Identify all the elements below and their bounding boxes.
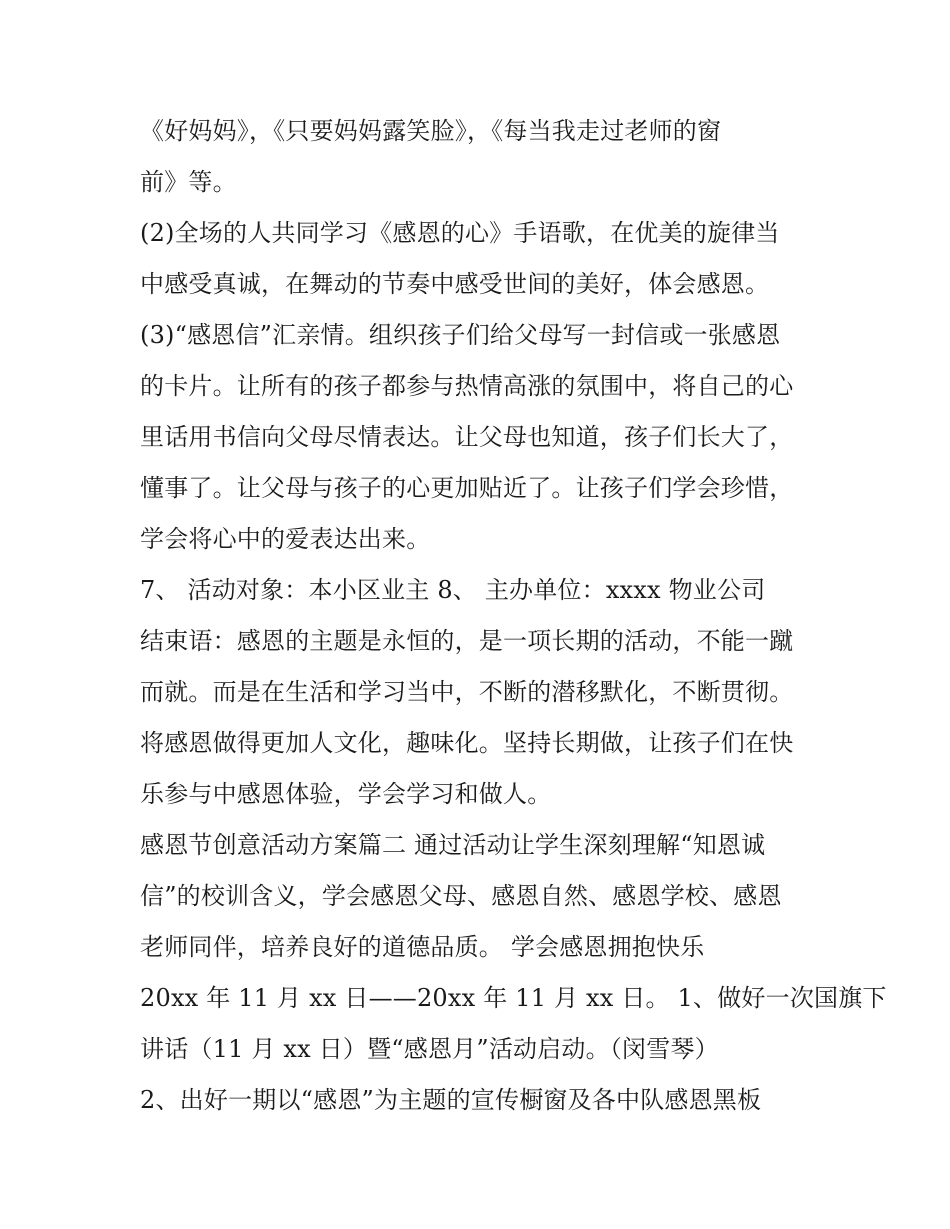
text-line: (2)全场的人共同学习《感恩的心》手语歌，在优美的旋律当 [140, 219, 780, 247]
text-line: 感恩节创意活动方案篇二 通过活动让学生深刻理解“知恩诚 [140, 831, 766, 859]
text-line: 乐参与中感恩体验，学会学习和做人。 [140, 780, 552, 808]
text-line: 《好妈妈》，《只要妈妈露笑脸》，《每当我走过老师的窗 [140, 117, 722, 145]
text-line: 2、出好一期以“感恩”为主题的宣传橱窗及各中队感恩黑板 [140, 1086, 762, 1114]
text-line: 20xx 年 11 月 xx 日——20xx 年 11 月 xx 日。 1、做好一次国旗下 [140, 984, 887, 1012]
text-line: 讲话（11 月 xx 日）暨“感恩月”活动启动。（闵雪琴） [140, 1035, 719, 1063]
text-line: 老师同伴，培养良好的道德品质。 学会感恩拥抱快乐 [140, 933, 705, 961]
text-line: 学会将心中的爱表达出来。 [140, 525, 431, 553]
text-line: 而就。而是在生活和学习当中，不断的潜移默化，不断贯彻。 [140, 678, 794, 706]
text-line: (3)“感恩信”汇亲情。组织孩子们给父母写一封信或一张感恩 [140, 321, 781, 349]
text-line: 结束语：感恩的主题是永恒的，是一项长期的活动，不能一蹴 [140, 627, 794, 655]
text-line: 将感恩做得更加人文化，趣味化。坚持长期做，让孩子们在快 [140, 729, 794, 757]
body-text [140, 106, 887, 1126]
text-line: 懂事了。让父母与孩子的心更加贴近了。让孩子们学会珍惜， [140, 474, 794, 502]
text-line: 前》等。 [140, 168, 237, 196]
text-line: 中感受真诚，在舞动的节奏中感受世间的美好，体会感恩。 [140, 270, 770, 298]
text-line: 里话用书信向父母尽情表达。让父母也知道，孩子们长大了， [140, 423, 794, 451]
text-line: 信”的校训含义，学会感恩父母、感恩自然、感恩学校、感恩 [140, 882, 782, 910]
text-line: 7、 活动对象：本小区业主 8、 主办单位：xxxx 物业公司 [140, 576, 766, 604]
text-line: 的卡片。让所有的孩子都参与热情高涨的氛围中，将自己的心 [140, 372, 794, 400]
